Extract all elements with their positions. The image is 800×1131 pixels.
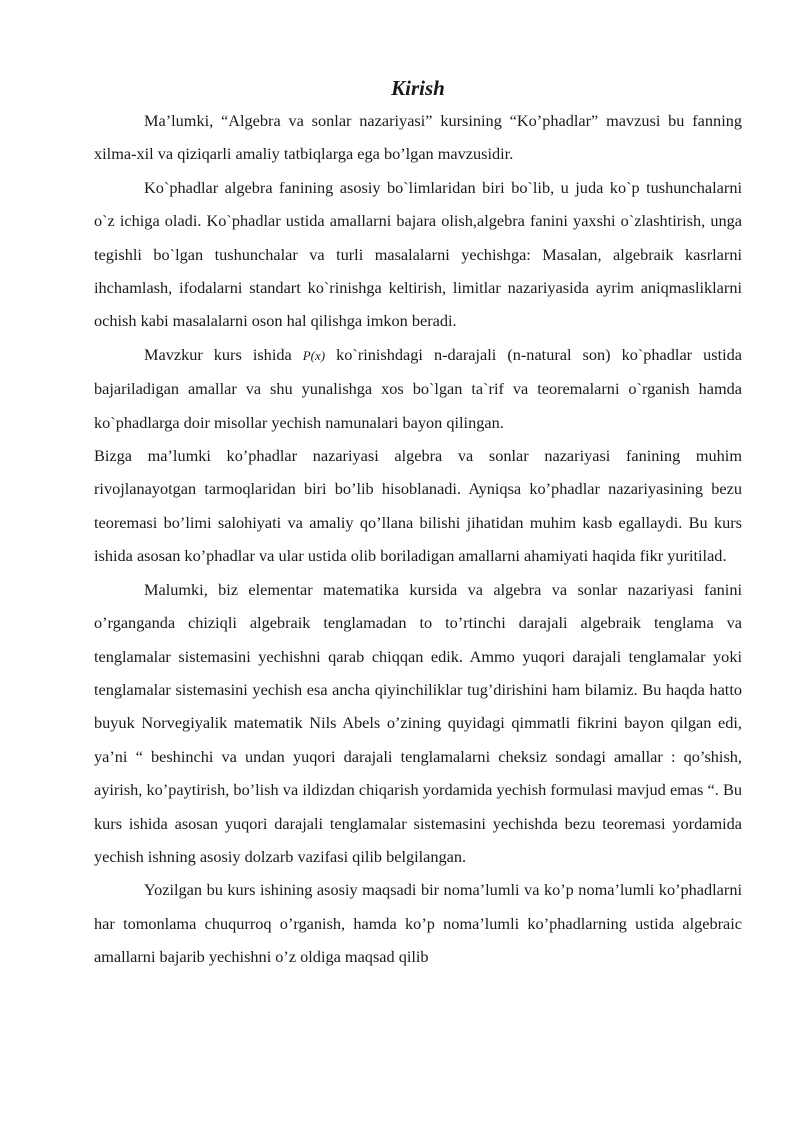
paragraph-intro: Ma’lumki, “Algebra va sonlar nazariyasi” kursining “Ko’phadlar” mavzusi bu fanning xilma-xil va qiziqarli amaliy tatbiqlarga ega bo’lgan mavzusidir. [94, 111, 742, 164]
paragraph-equations-history: Malumki, biz elementar matematika kursida va algebra va sonlar nazariyasi fanini o’rganganda chiziqli algebraik tenglamadan to to’rtinchi darajali algebraik tenglama va tenglamalar sistemasini yechishni qarab chiqqan edik. Ammo yuqori darajali tenglamalar yoki tenglamalar sistemasini yechish esa ancha qiyinchiliklar tug’dirishini ham bilamiz. Bu haqda hatto buyuk Norvegiyalik matematik Nils Abels o’zining quyidagi qimmatli fikrini bayon qilgan edi, ya’ni “ beshinchi va undan yuqori darajali tenglamalarni cheksiz sondagi amallar : qo’shish, ayirish, ko’paytirish, bo’lish va ildizdan chiqarish yordamida yechish formulasi mavjud emas “. Bu kurs ishida asosan yuqori darajali tenglamalar sistemasini yechishda bezu teoremasi yordamida yechish ishning asosiy dolzarb vazifasi qilib belgilangan. [94, 579, 742, 866]
document-body [94, 104, 742, 974]
paragraph-polynomials-overview: Ko`phadlar algebra fanining asosiy bo`limlaridan biri bo`lib, u juda ko`p tushunchalarni o`z ichiga oladi. Ko`phadlar ustida amallarni bajara olish,algebra fanini yaxshi o`zlashtirish, unga tegishli bo`lgan tushunchalar va turli masalalarni yechishga: Masalan, algebraik kasrlarni ihchamlash, ifodalarni standart ko`rinishga keltirish, limitlar nazariyasida ayrim aniqmasliklarni ochish kabi masalalarni oson hal qilishga imkon beradi. [94, 177, 742, 331]
formula-p-of-x: P(x) [302, 347, 326, 363]
paragraph-course-scope-rest: ko`rinishdagi n-darajali (n-natural son) ko`phadlar ustida bajariladigan amallar va shu yunalishga xos bo`lgan ta`rif va teoremalarni o`rganish hamda ko`phadlarga doir misollar yechish namunalari bayon qilingan. [94, 344, 742, 432]
paragraph-course-scope-lead: Mavzkur kurs ishida [144, 344, 303, 364]
paragraph-theory-importance: Bizga ma’lumki ko’phadlar nazariyasi algebra va sonlar nazariyasi fanining muhim rivojlanayotgan tarmoqlaridan biri bo’lib hisoblanadi. Ayniqsa ko’phadlar nazariyasining bezu teoremasi bo’limi salohiyati va amaliy qo’llana bilishi jihatidan muhim kasb egallaydi. Bu kurs ishida asosan ko’phadlar va ular ustida olib boriladigan amallarni ahamiyati haqida fikr yuritilad. [94, 446, 742, 566]
paragraph-course-scope [94, 338, 742, 439]
page-title: Kirish [391, 76, 445, 100]
paragraph-course-goal: Yozilgan bu kurs ishining asosiy maqsadi bir noma’lumli va ko’p noma’lumli ko’phadlarni har tomonlama chuqurroq o’rganish, hamda ko’p noma’lumli ko’phadlarning ustida algebraic amallarni bajarib yechishni o’z oldiga maqsad qilib [94, 880, 742, 967]
